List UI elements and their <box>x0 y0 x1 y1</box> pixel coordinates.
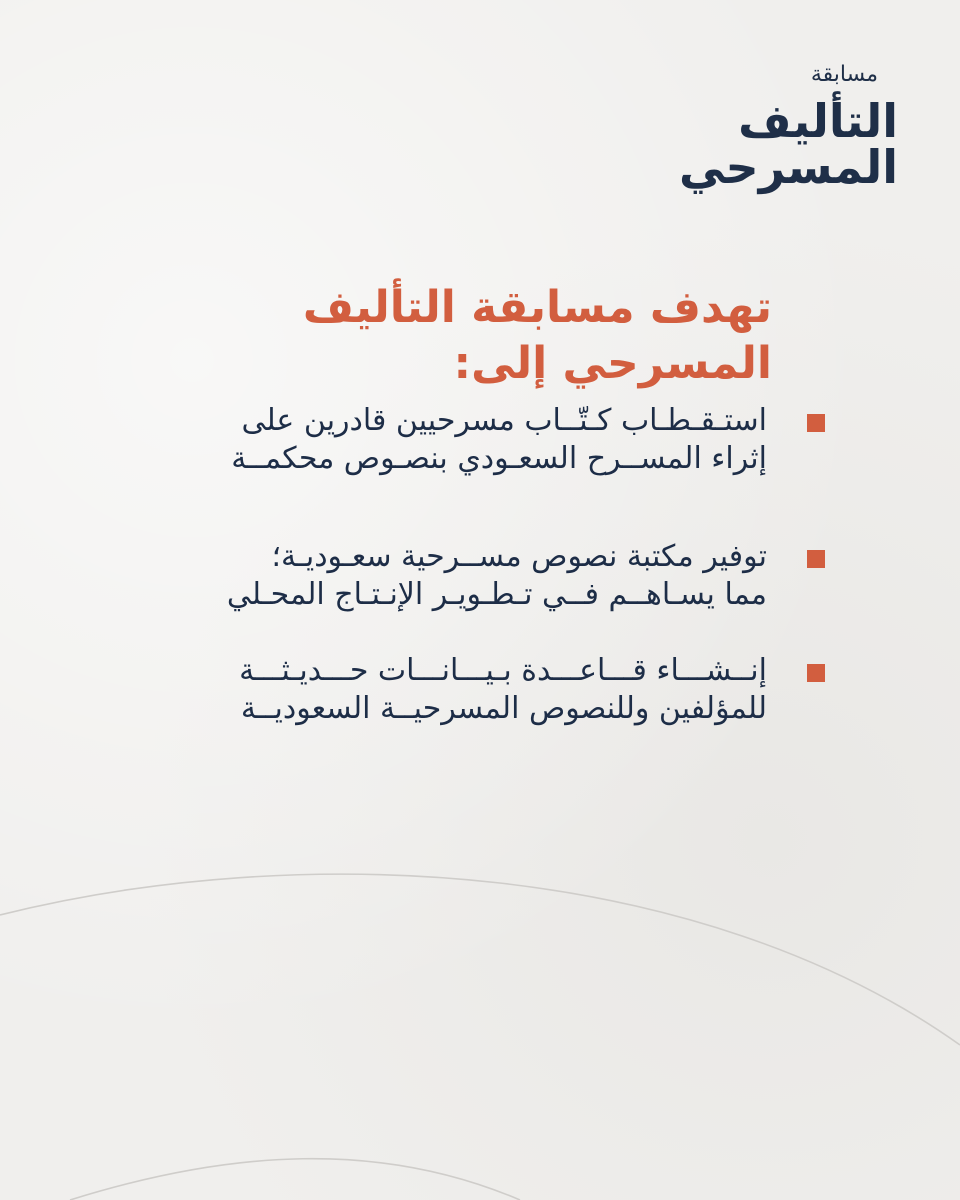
logo-line-1: مسابقة <box>810 62 878 87</box>
goal-1-line-1: استـقـطـاب كـتّــاب مسرحيين قادرين على <box>241 403 767 438</box>
goal-2-line-2: مما يسـاهــم فــي تـطـويـر الإنـتـاج المحـلي <box>226 577 767 612</box>
goal-item-1 <box>147 402 767 478</box>
page-heading: تهدف مسابقة التأليف المسرحي إلى: <box>302 282 772 389</box>
square-bullet-icon <box>807 664 825 682</box>
logo-line-3: المسرحي <box>679 140 898 194</box>
curve-lower <box>70 1159 520 1200</box>
curve-upper <box>0 874 960 1045</box>
goal-3-line-1: إنــشـــاء قـــاعـــدة بـيـــانـــات حـــديـثـــة <box>239 653 767 688</box>
goal-item-2 <box>147 538 767 614</box>
square-bullet-icon <box>807 550 825 568</box>
square-bullet-icon <box>807 414 825 432</box>
logo-line-2: التأليف <box>738 94 898 148</box>
goal-2-line-1: توفير مكتبة نصوص مســرحية سعـوديـة؛ <box>271 539 767 574</box>
goal-1-line-2: إثراء المســرح السعـودي بنصـوص محكمــة <box>231 441 767 476</box>
goal-item-3 <box>147 652 767 728</box>
competition-logo <box>679 62 898 194</box>
goal-3-line-2: للمؤلفين وللنصوص المسرحيــة السعوديــة <box>240 691 767 726</box>
